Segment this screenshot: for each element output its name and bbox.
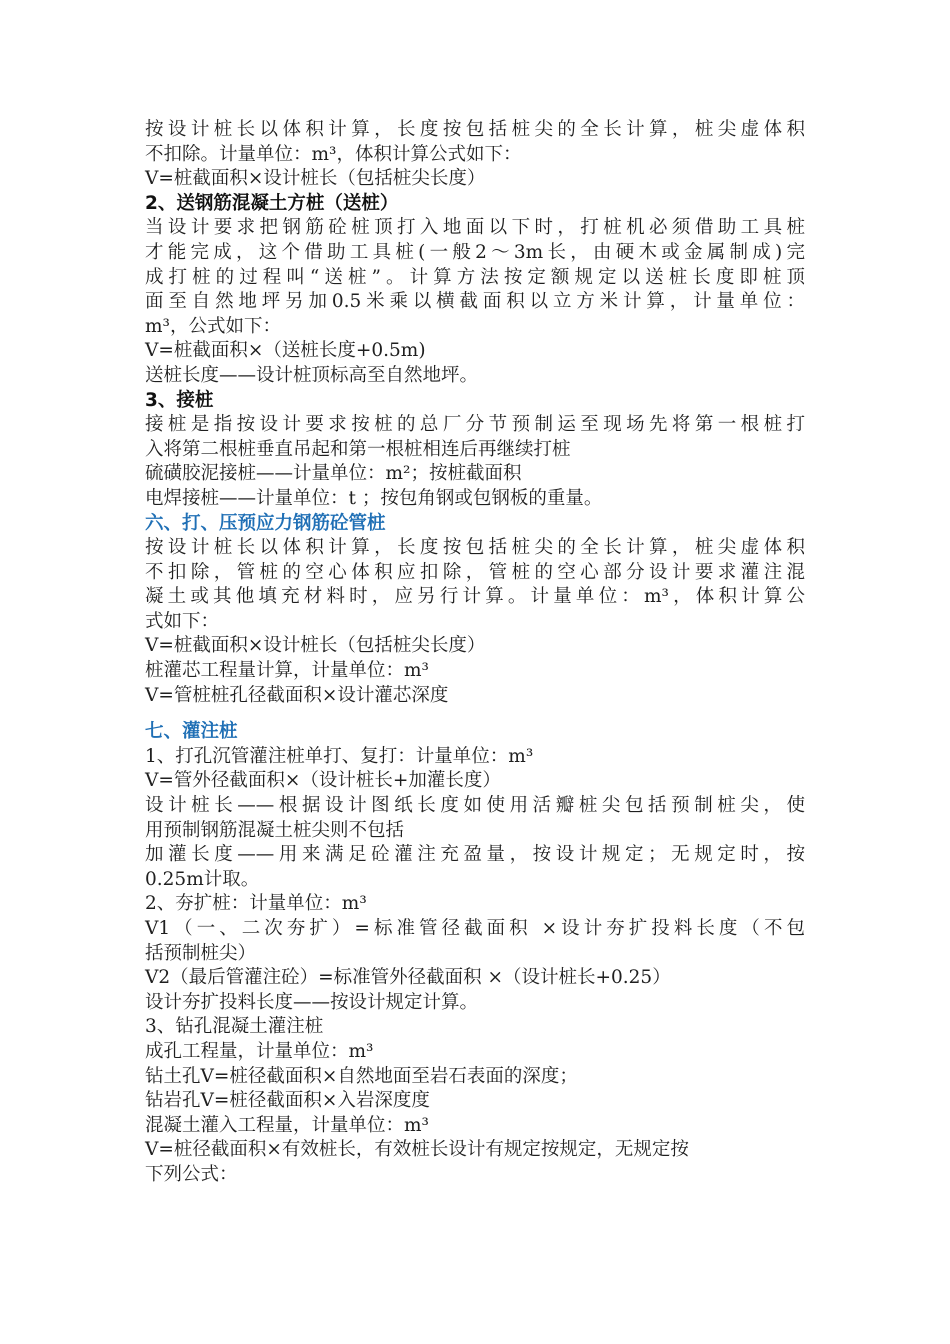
body-text-line: 用预制钢筋混凝土桩尖则不包括 [145,819,405,841]
body-text-line: 括预制桩尖） [145,942,257,964]
body-text-line: 2、夯扩桩：计量单位：m³ [145,893,367,915]
body-text-line: 凝土或其他填充材料时，应另行计算。计量单位：m³，体积计算公 [145,586,805,608]
body-text-line: V=管桩桩孔径截面积×设计灌芯深度 [145,684,449,706]
body-text-line: 成打桩的过程叫“送桩”。计算方法按定额规定以送桩长度即桩顶 [145,266,805,288]
body-text-line: 加灌长度——用来满足砼灌注充盈量，按设计规定；无规定时，按 [145,844,805,866]
body-text-line: 硫磺胶泥接桩——计量单位：m²；按桩截面积 [145,463,522,485]
body-text-line: V=桩截面积×（送桩长度+0.5m) [145,340,426,362]
body-text-line: 送桩长度——设计桩顶标高至自然地坪。 [145,364,479,386]
body-text-line: 电焊接桩——计量单位：t ；按包角钢或包钢板的重量。 [145,487,603,509]
body-text-line: 设计桩长——根据设计图纸长度如使用活瓣桩尖包括预制桩尖，使 [145,795,805,817]
body-text-line: 式如下： [145,610,220,632]
body-text-line: V2（最后管灌注砼）=标准管外径截面积 ×（设计桩长+0.25） [145,967,671,989]
body-text-line: 钻土孔V=桩径截面积×自然地面至岩石表面的深度； [145,1065,578,1087]
chapter-heading: 七、灌注桩 [145,721,238,743]
body-text-line: V=桩截面积×设计桩长（包括桩尖长度） [145,168,486,190]
body-text-line: 面至自然地坪另加0.5米乘以横截面积以立方米计算，计量单位： [145,291,805,313]
body-text-line: 0.25m计取。 [145,868,260,890]
section-heading: 2、送钢筋混凝土方桩（送桩） [145,192,399,214]
body-text-line: 不扣除，管桩的空心体积应扣除，管桩的空心部分设计要求灌注混 [145,561,805,583]
body-text-line: 不扣除。计量单位：m³，体积计算公式如下： [145,143,522,165]
body-text-line: 下列公式： [145,1163,238,1185]
body-text-line: 1、打孔沉管灌注桩单打、复打：计量单位：m³ [145,745,534,767]
body-text-line: 桩灌芯工程量计算，计量单位：m³ [145,660,429,682]
body-text-line: 接桩是指按设计要求按桩的总厂分节预制运至现场先将第一根桩打 [145,414,805,436]
body-text-line: V=管外径截面积×（设计桩长+加灌长度） [145,770,501,792]
body-text-line: 才能完成，这个借助工具桩(一般2～3m长，由硬木或金属制成)完 [145,241,805,263]
body-text-line: 钻岩孔V=桩径截面积×入岩深度度 [145,1090,430,1112]
section-heading: 3、接桩 [145,389,214,411]
body-text-line: 入将第二根桩垂直吊起和第一根桩相连后再继续打桩 [145,438,571,460]
body-text-line: V1（一、二次夯扩）=标准管径截面积 ×设计夯扩投料长度（不包 [145,918,805,939]
body-text-line: 按设计桩长以体积计算，长度按包括桩尖的全长计算，桩尖虚体积 [145,119,805,140]
body-text-line: 混凝土灌入工程量，计量单位：m³ [145,1114,429,1136]
body-text-line: V=桩径截面积×有效桩长，有效桩长设计有规定按规定，无规定按 [145,1139,689,1161]
body-text-line: 3、钻孔混凝土灌注桩 [145,1016,324,1038]
document-page [145,118,805,1188]
body-text-line: 设计夯扩投料长度——按设计规定计算。 [145,991,479,1013]
body-text-line: 成孔工程量，计量单位：m³ [145,1040,374,1062]
body-text-line: 当设计要求把钢筋砼桩顶打入地面以下时，打桩机必须借助工具桩 [145,217,805,239]
blank-line [145,708,805,720]
body-text-line: V=桩截面积×设计桩长（包括桩尖长度） [145,635,486,657]
body-text-line: m³，公式如下： [145,315,281,337]
body-text-line: 按设计桩长以体积计算，长度按包括桩尖的全长计算，桩尖虚体积 [145,537,805,559]
chapter-heading: 六、打、压预应力钢筋砼管桩 [145,512,386,534]
